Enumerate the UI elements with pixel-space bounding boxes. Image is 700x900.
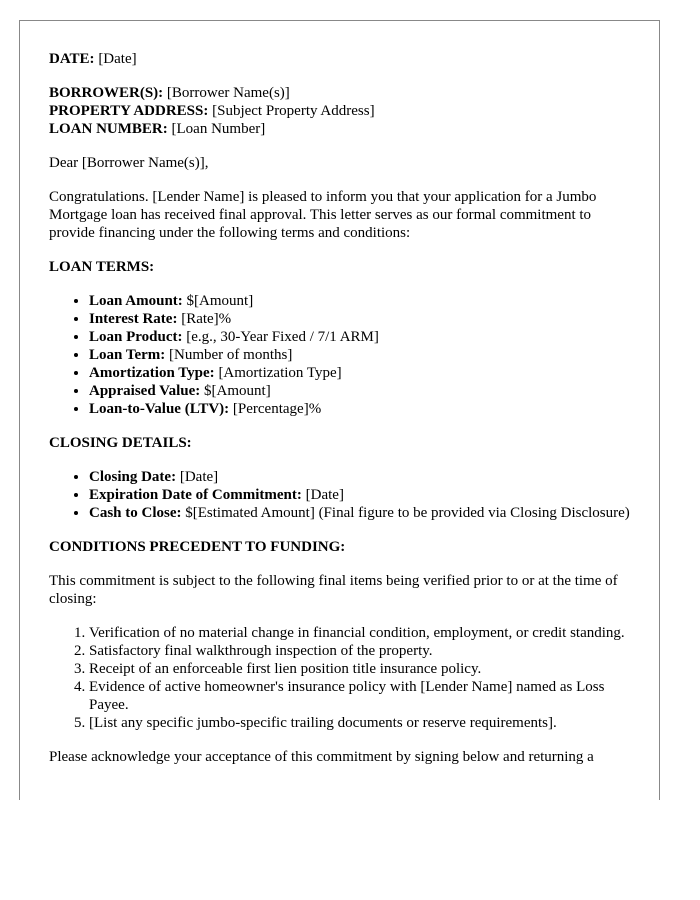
term-label: Loan-to-Value (LTV): [89,401,230,417]
conditions-heading: CONDITIONS PRECEDENT TO FUNDING: [49,539,346,555]
salutation: Dear [Borrower Name(s)], [49,155,209,171]
intro-paragraph: Congratulations. [Lender Name] is pleased to inform you that your application for a Jumbo Mortgage loan has received final approval. This letter serves as our formal commitment to provide financing under the following terms and conditions: [49,189,597,241]
term-value: [e.g., 30-Year Fixed / 7/1 ARM] [186,329,379,345]
list-item [89,346,639,364]
list-item [89,504,639,522]
borrower-label: BORROWER(S): [49,85,164,101]
list-item [89,310,639,328]
detail-label: Closing Date: [89,469,177,485]
detail-label: Cash to Close: [89,505,182,521]
list-item [89,400,639,418]
conditions-list [49,624,639,732]
term-label: Loan Product: [89,329,183,345]
list-item: 2. Satisfactory final walkthrough inspection of the property. [89,642,639,660]
date-label: DATE: [49,51,95,67]
acceptance-paragraph: Please acknowledge your acceptance of this commitment by signing below and returning a [49,749,594,765]
term-value: [Percentage]% [232,401,322,417]
term-label: Interest Rate: [89,311,178,327]
list-item: 4. Evidence of active homeowner's insurance policy with [Lender Name] named as Loss Payee. [89,678,639,714]
list-item: 1. Verification of no material change in financial condition, employment, or credit standing. [89,624,639,642]
term-label: Amortization Type: [89,365,215,381]
letter-page [19,20,660,800]
date-value: [Date] [98,51,137,67]
list-item [89,328,639,346]
property-address-label: PROPERTY ADDRESS: [49,103,209,119]
detail-value: [Date] [305,487,344,503]
property-address-value: [Subject Property Address] [212,103,375,119]
date-line [49,50,639,68]
term-label: Loan Amount: [89,293,183,309]
loan-number-value: [Loan Number] [171,121,266,137]
closing-details-list [49,468,639,522]
loan-number-label: LOAN NUMBER: [49,121,168,137]
term-value: [Amortization Type] [218,365,342,381]
list-item: 5. [List any specific jumbo-specific trailing documents or reserve requirements]. [89,714,639,732]
list-item [89,364,639,382]
loan-terms-list [49,292,639,418]
list-item [89,486,639,504]
list-item [89,468,639,486]
term-label: Appraised Value: [89,383,201,399]
letter-content [49,50,639,782]
borrower-value: [Borrower Name(s)] [166,85,290,101]
detail-value: $[Estimated Amount] (Final figure to be provided via Closing Disclosure) [185,505,630,521]
detail-value: [Date] [179,469,219,485]
borrower-block [49,84,639,138]
closing-details-heading: CLOSING DETAILS: [49,435,192,451]
loan-terms-heading: LOAN TERMS: [49,259,155,275]
list-item [89,382,639,400]
term-label: Loan Term: [89,347,166,363]
term-value: $[Amount] [204,383,271,399]
term-value: $[Amount] [186,293,254,309]
list-item: 3. Receipt of an enforceable first lien position title insurance policy. [89,660,639,678]
term-value: [Number of months] [169,347,293,363]
conditions-intro: This commitment is subject to the following final items being verified prior to or at the time of closing: [49,573,618,607]
list-item [89,292,639,310]
term-value: [Rate]% [181,311,232,327]
detail-label: Expiration Date of Commitment: [89,487,302,503]
